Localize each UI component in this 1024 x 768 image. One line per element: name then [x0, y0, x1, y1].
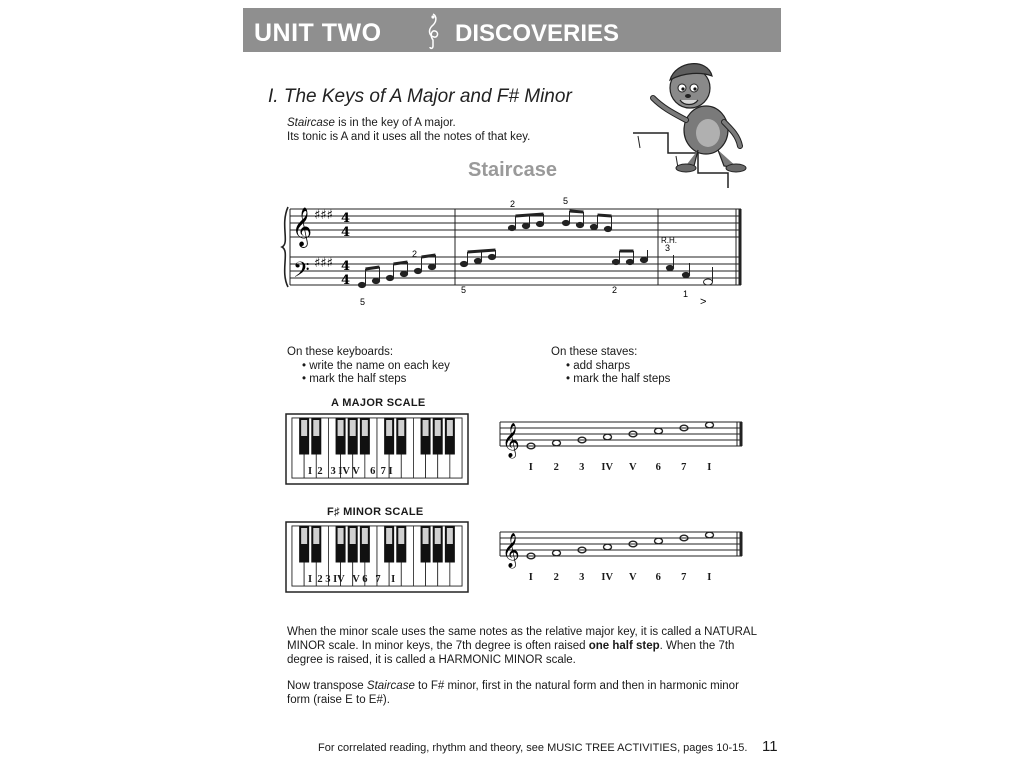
- key-signature-treble: ♯♯♯: [314, 208, 333, 223]
- keyboard-bullet-1: • write the name on each key: [302, 359, 450, 372]
- degree: IV: [601, 572, 614, 583]
- piece-title: Staircase: [468, 159, 557, 181]
- black-key-highlight: [362, 528, 368, 544]
- black-key-highlight: [362, 420, 368, 436]
- time-sig-bass: 4: [341, 259, 351, 274]
- degree: 2: [553, 462, 559, 473]
- black-key-highlight: [301, 420, 307, 436]
- svg-text:4: 4: [341, 225, 351, 240]
- whole-note: [655, 538, 663, 544]
- treble-clef-icon: 𝄞: [502, 423, 520, 458]
- black-key-highlight: [398, 420, 404, 436]
- measure-2-treble-notes: [508, 214, 543, 231]
- degree: 3: [579, 572, 585, 583]
- fingering-2-treble: 2: [510, 199, 516, 209]
- black-key-highlight: [350, 528, 356, 544]
- treble-clef-ornament-icon: [424, 10, 442, 50]
- right-hand-marking: R.H.: [661, 236, 677, 245]
- explanation-text-2: . When the 7th degree is raised, it is called a HARMONIC MINOR scale.: [287, 640, 735, 666]
- whole-note: [604, 544, 612, 550]
- fingering-2-bass: 2: [412, 249, 418, 259]
- keyboard-bullet-2: • mark the half steps: [302, 373, 407, 385]
- page-number: 11: [762, 738, 778, 755]
- whole-note: [706, 532, 714, 538]
- degree: 6: [655, 462, 661, 473]
- time-sig-treble: 4: [341, 211, 351, 226]
- transpose-piece-name: Staircase: [366, 680, 415, 692]
- intro-line1: is in the key of A major.: [334, 117, 456, 129]
- treble-clef-icon: 𝄞: [292, 207, 313, 247]
- svg-text:4: 4: [341, 273, 351, 288]
- mascot-illustration: [628, 58, 763, 188]
- keyboard-instructions: [287, 346, 450, 387]
- intro-piece-name: Staircase: [287, 117, 335, 129]
- intro-line2: Its tonic is A and it uses all the notes of that key.: [287, 131, 531, 143]
- fingering-3: 3: [665, 243, 671, 253]
- degree: V: [628, 572, 637, 583]
- whole-note: [604, 434, 612, 440]
- f-sharp-minor-degrees: [518, 572, 722, 583]
- fingering-5-bass-m2: 5: [461, 285, 467, 295]
- black-key-highlight: [301, 528, 307, 544]
- intro-text: [287, 116, 530, 144]
- brace: [282, 207, 288, 287]
- black-key-highlight: [313, 528, 319, 544]
- black-key-highlight: [386, 420, 392, 436]
- black-key-highlight: [447, 528, 453, 544]
- degree: 3: [579, 462, 585, 473]
- a-major-degrees: [518, 462, 722, 473]
- degree: V: [628, 462, 637, 473]
- black-key-highlight: [435, 528, 441, 544]
- treble-clef-icon: 𝄞: [502, 533, 520, 568]
- black-key-highlight: [338, 420, 344, 436]
- transpose-text-2: to F# minor, first in the natural form and then in harmonic minor form (raise E to E#).: [287, 680, 739, 706]
- transpose-text-1: Now transpose: [287, 680, 367, 692]
- whole-note: [706, 422, 714, 428]
- fingering-2-bass-m3: 2: [612, 285, 618, 295]
- measure-3-treble-notes: [562, 211, 611, 232]
- whole-note: [655, 428, 663, 434]
- a-major-keyboard-numbers: I 2 3 IV V 6 7 I: [308, 466, 393, 477]
- staff-instructions: [551, 346, 670, 387]
- keyboard-instructions-heading: On these keyboards:: [287, 346, 394, 358]
- fingering-1: 1: [683, 289, 689, 299]
- fingering-5-bass: 5: [360, 297, 366, 307]
- black-key-highlight: [338, 528, 344, 544]
- key-signature-bass: ♯♯♯: [314, 256, 333, 271]
- bass-clef-icon: 𝄢: [293, 258, 310, 288]
- degree: 6: [655, 572, 661, 583]
- degree: 2: [553, 572, 559, 583]
- unit-label: UNIT TWO: [254, 19, 382, 47]
- transpose-paragraph: [287, 679, 757, 707]
- degree: I: [528, 572, 533, 583]
- staircase-grand-staff: [280, 195, 745, 315]
- a-major-scale-label: A MAJOR SCALE: [331, 397, 426, 409]
- fingering-5-treble: 5: [563, 196, 569, 206]
- whole-note: [553, 550, 561, 556]
- explanation-paragraph: [287, 625, 757, 667]
- black-key-highlight: [386, 528, 392, 544]
- f-sharp-minor-keyboard-numbers: I 2 3 IV V 6 7 I: [308, 574, 396, 585]
- staff-bullet-1: • add sharps: [566, 359, 631, 372]
- degree: I: [707, 462, 712, 473]
- black-key-highlight: [423, 420, 429, 436]
- accent-mark: >: [700, 296, 707, 308]
- black-key-highlight: [350, 420, 356, 436]
- degree: 7: [681, 572, 687, 583]
- degree: IV: [601, 462, 614, 473]
- staff-bullet-2: • mark the half steps: [566, 373, 671, 385]
- explanation-text-1: When the minor scale uses the same notes as the relative major key, it is called a NATURAL MINOR scale. In minor keys, the 7th degree is often raised: [287, 626, 757, 652]
- whole-note: [553, 440, 561, 446]
- staff-instructions-heading: On these staves:: [551, 346, 638, 358]
- measure-4-notes: [666, 255, 712, 285]
- explanation-emphasis: one half step: [588, 640, 660, 652]
- f-sharp-minor-scale-label: F♯ MINOR SCALE: [327, 506, 424, 518]
- degree: I: [707, 572, 712, 583]
- black-key-highlight: [398, 528, 404, 544]
- black-key-highlight: [435, 420, 441, 436]
- unit-title: DISCOVERIES: [455, 20, 620, 47]
- black-key-highlight: [447, 420, 453, 436]
- section-title: I. The Keys of A Major and F# Minor: [268, 86, 572, 107]
- degree: 7: [681, 462, 687, 473]
- black-key-highlight: [313, 420, 319, 436]
- black-key-highlight: [423, 528, 429, 544]
- footer-reference: For correlated reading, rhythm and theory, see MUSIC TREE ACTIVITIES, pages 10-15.: [318, 742, 748, 754]
- degree: I: [528, 462, 533, 473]
